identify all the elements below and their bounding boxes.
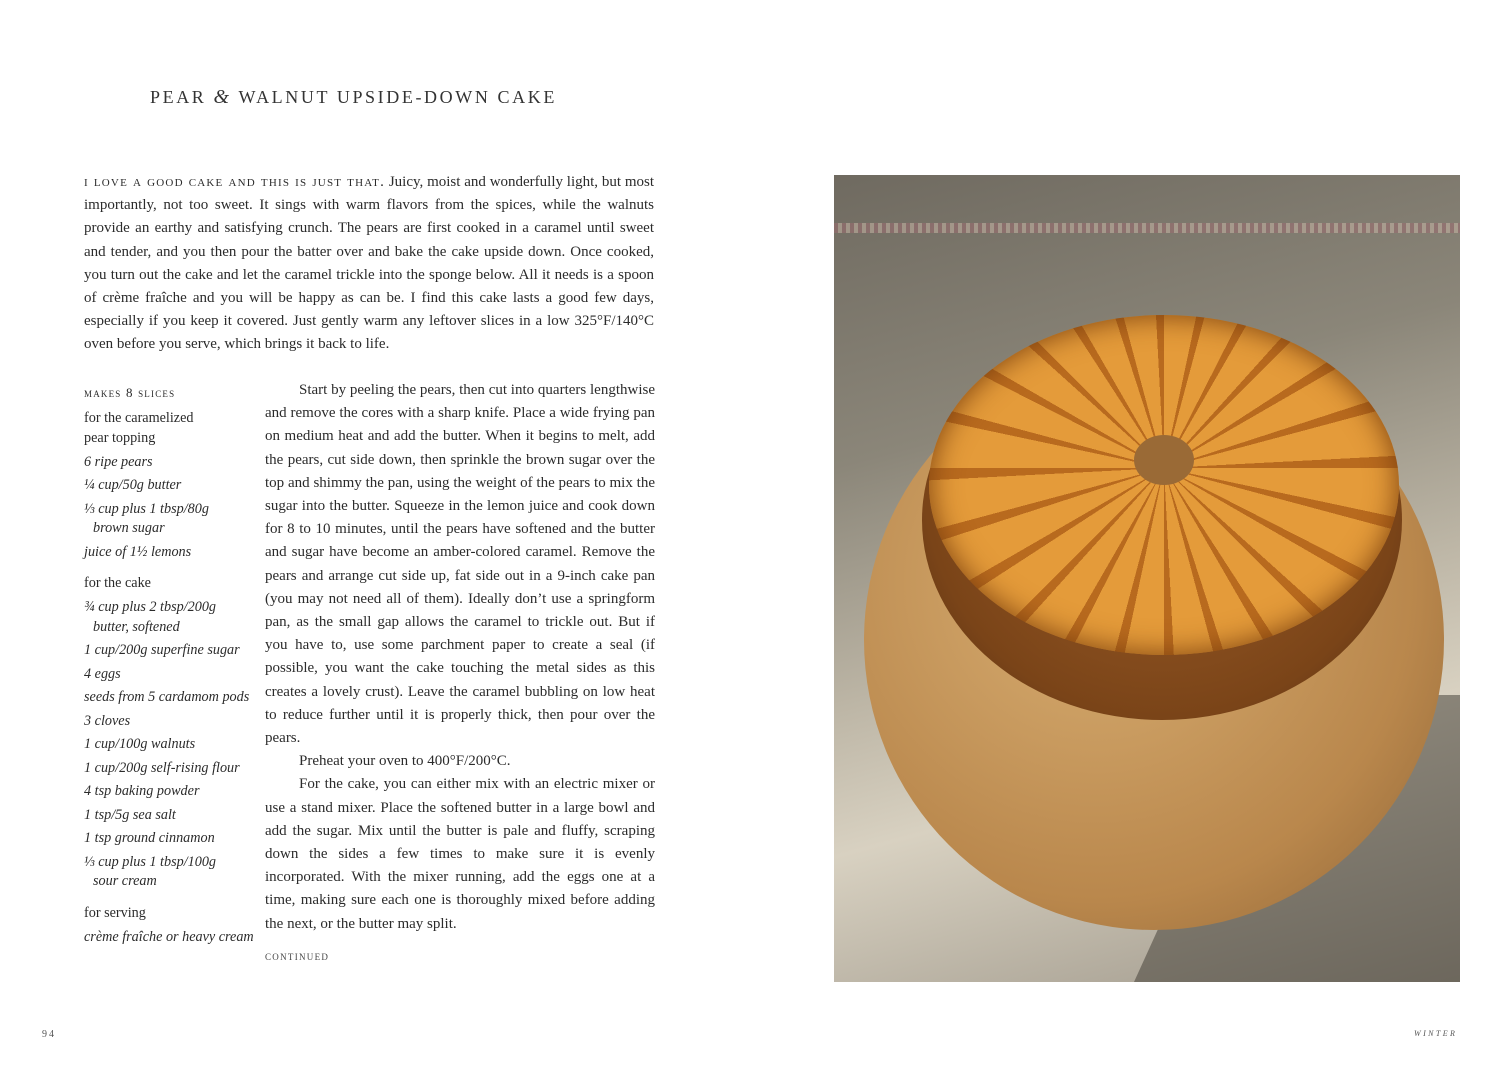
tablecloth-stripe bbox=[834, 223, 1460, 233]
ingredient: 1 cup/100g walnuts bbox=[84, 736, 196, 752]
ingredient-section-heading: for serving bbox=[84, 904, 146, 921]
ingredient: 1 cup/200g superfine sugar bbox=[84, 642, 240, 658]
cake-center bbox=[1134, 435, 1194, 485]
intro-body: Juicy, moist and wonderfully light, but most importantly, not too sweet. It sings with warm flavors from the spices, while the walnuts provide an earthy and satisfying crunch. The pears are first cooked in a caramel until sweet and tender, and you then pour the batter over and bake the cake upside down. Once cooked, you turn out the cake and let the caramel trickle into the sponge below. All it needs is a spoon of crème fraîche and you will be happy as can be. I find this cake lasts a good few days, especially if you keep it covered. Just gently warm any leftover slices in a low 325°F/140°C oven before you serve, which brings it back to life. bbox=[84, 174, 655, 353]
pear-topping bbox=[929, 315, 1399, 655]
ingredient: 1 tsp ground cinnamon bbox=[84, 830, 215, 846]
ingredient-section-heading: for the cake bbox=[84, 575, 151, 591]
method-step: For the cake, you can either mix with an electric mixer or use a stand mixer. Place the softened butter in a large bowl and add the sugar. Mix until the butter is pale and fluffy, scraping down the sides a few times to make sure it is evenly incorporated. With the mixer running, add the eggs one at a time, making sure each one is thoroughly mixed before adding the next, or the butter may split. bbox=[265, 776, 655, 932]
ingredient: 4 tsp baking powder bbox=[84, 783, 200, 799]
ingredient: ⅓ cup plus 1 tbsp/80g brown sugar bbox=[84, 500, 209, 536]
method-step: Preheat your oven to 400°F/200°C. bbox=[299, 753, 511, 770]
ingredient: crème fraîche or heavy cream bbox=[84, 928, 254, 945]
page-number: 94 bbox=[42, 1029, 56, 1040]
ingredient: 4 eggs bbox=[84, 665, 121, 682]
ingredient: juice of 1½ lemons bbox=[84, 543, 192, 560]
ingredient: ⅓ cup plus 1 tbsp/100g sour cream bbox=[84, 853, 217, 889]
ingredient: 3 cloves bbox=[84, 712, 131, 729]
intro-lead: i love a good cake and this is just that. bbox=[84, 174, 386, 190]
recipe-title: PEAR & WALNUT UPSIDE-DOWN CAKE bbox=[150, 86, 557, 108]
method-step: Start by peeling the pears, then cut into quarters lengthwise and remove the cores with a sharp knife. Place a wide frying pan on medium heat and add the butter. When it begins to melt, add the pears, cut side down, then sprinkle the brown sugar over the top and shimmy the pan, using the weight of the pears to mix the sugar into the butter. Squeeze in the lemon juice and cook down for 8 to 10 minutes, until the pears have softened and the butter and sugar have become an amber-colored caramel. Remove the pears and arrange cut side up, fat side out in a 9-inch cake pan (you may not need all of them). Ideally don’t use a springform pan, as the small gap allows the caramel to trickle out. But if you have to, use some parchment paper to create a seal (if possible, you want the cake touching the metal sides as this creates a lovely crust). Leave the caramel bubbling on low heat to reduce further until it is properly thick, then pour over the pears. bbox=[265, 382, 655, 747]
ingredient: 1 cup/200g self-rising flour bbox=[84, 759, 240, 776]
yield: makes 8 slices bbox=[84, 385, 176, 400]
ingredient-section-heading: for the caramelized pear topping bbox=[84, 409, 194, 446]
ingredient: ¼ cup/50g butter bbox=[84, 477, 182, 493]
ingredient-list bbox=[84, 381, 259, 949]
method bbox=[265, 379, 655, 936]
ingredient: ¾ cup plus 2 tbsp/200g butter, softened bbox=[84, 599, 217, 635]
ingredient: seeds from 5 cardamom pods bbox=[84, 689, 250, 705]
section-name: WINTER bbox=[1414, 1029, 1458, 1038]
cake-photo bbox=[834, 175, 1460, 982]
ingredient: 6 ripe pears bbox=[84, 453, 153, 470]
ingredient: 1 tsp/5g sea salt bbox=[84, 806, 176, 823]
recipe-intro bbox=[84, 171, 654, 357]
continued-label: CONTINUED bbox=[265, 952, 330, 962]
